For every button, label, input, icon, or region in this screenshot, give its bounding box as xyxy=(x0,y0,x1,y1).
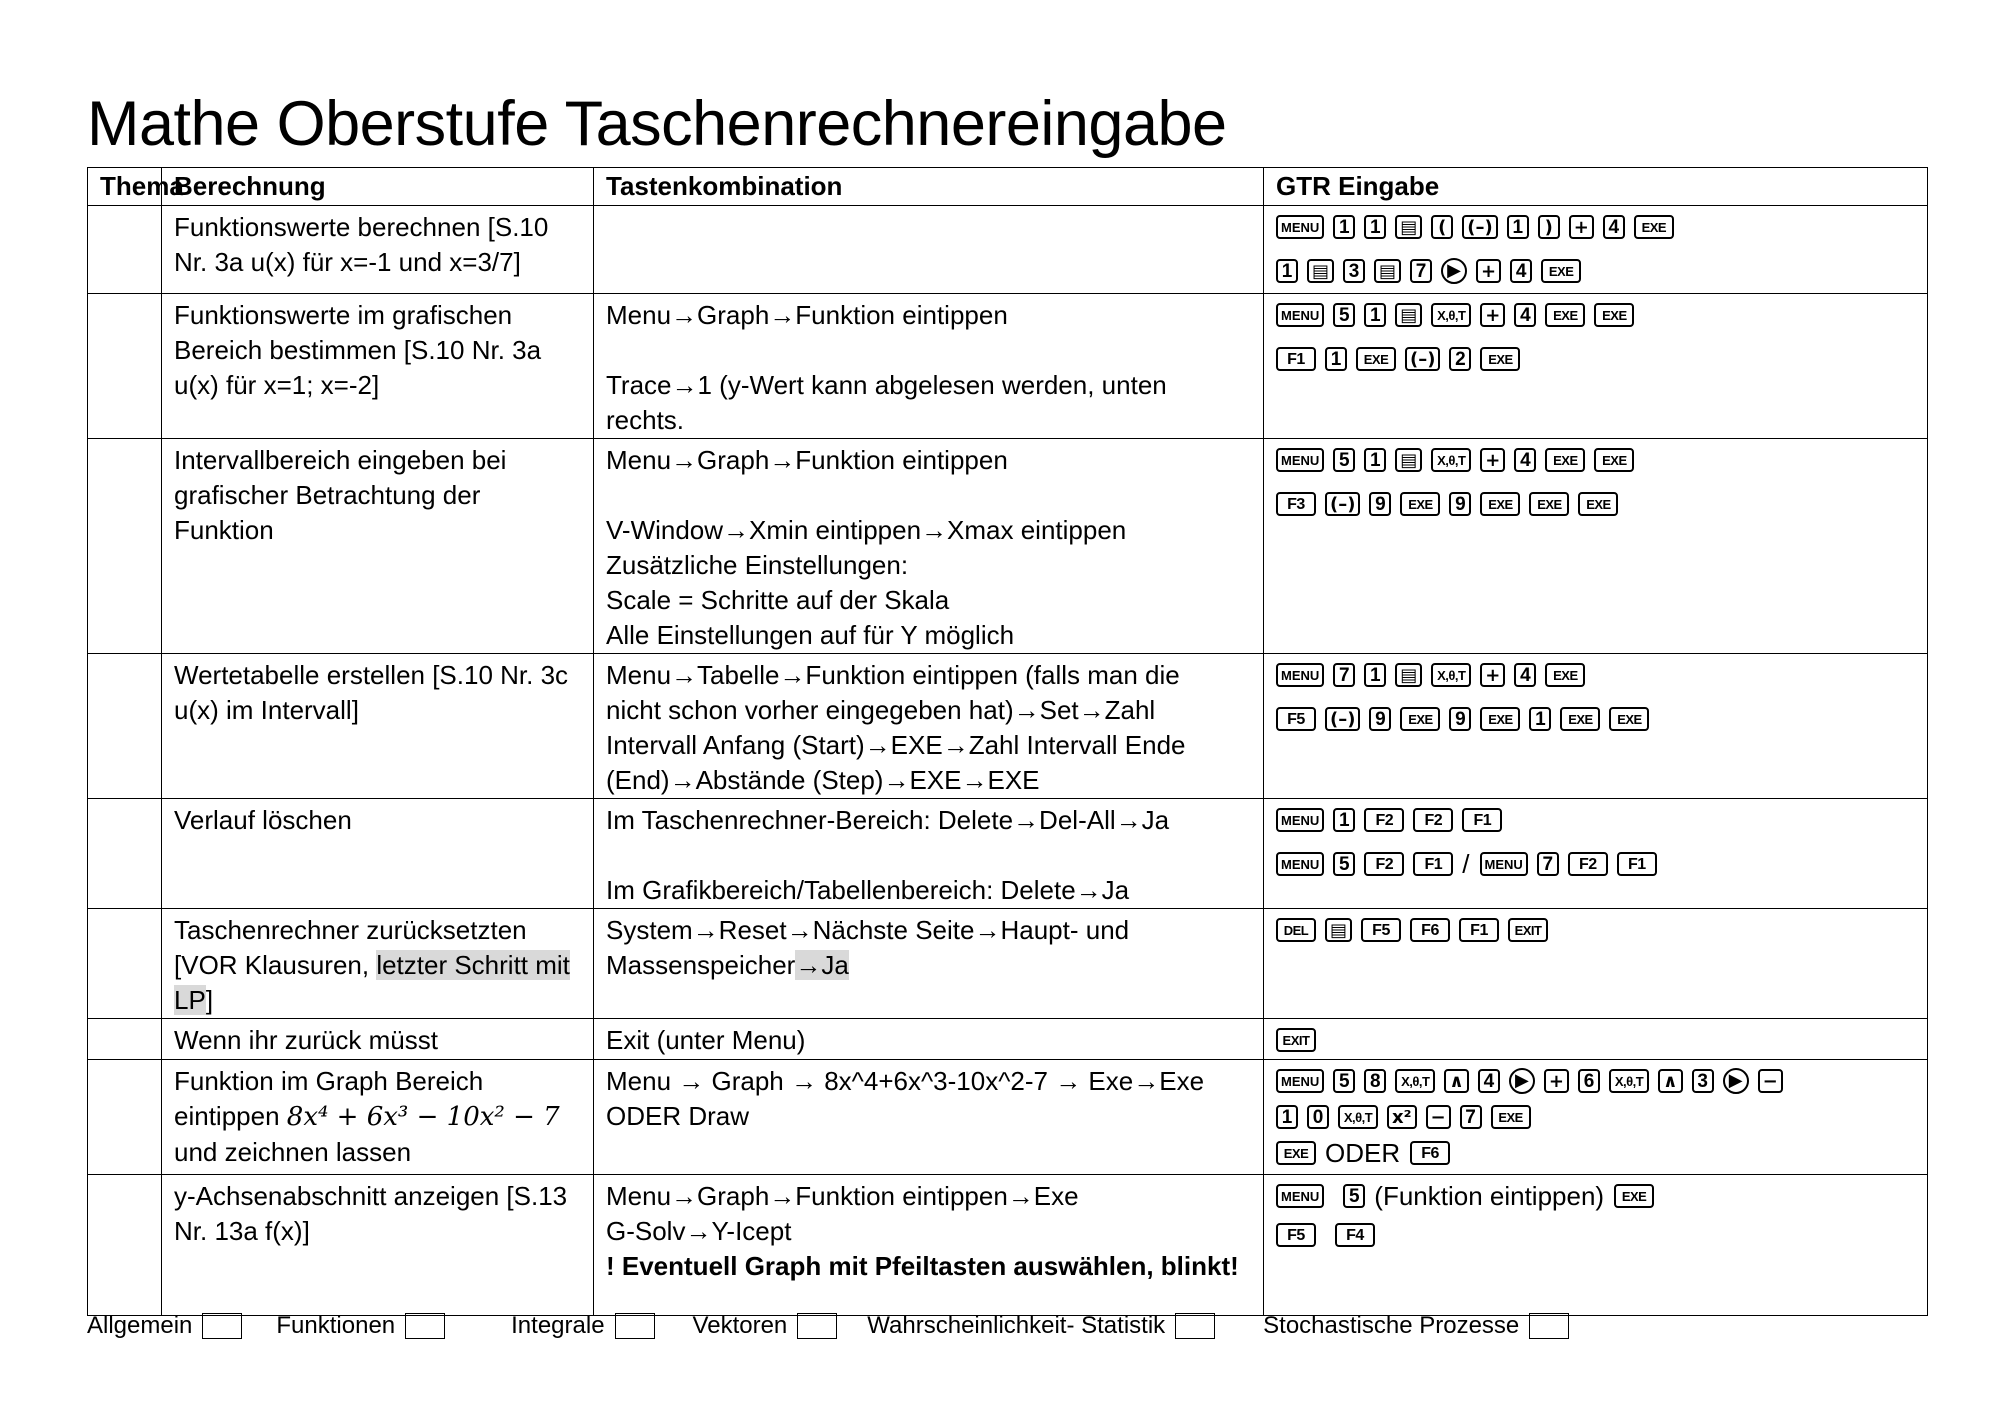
table-row xyxy=(88,294,1928,439)
berechnung-line: Funktion xyxy=(174,515,274,545)
digit-1-key: 1 xyxy=(1333,215,1355,239)
berechnung-line: y-Achsenabschnitt anzeigen [S.13 xyxy=(174,1181,568,1212)
key-sequence xyxy=(1276,847,1915,879)
tasten-line: Scale = Schritte auf der Skala xyxy=(606,585,950,615)
thema-cell xyxy=(88,654,162,799)
fraction-key: ▤ xyxy=(1374,259,1401,283)
table-row xyxy=(88,1019,1928,1060)
plus-key: + xyxy=(1480,303,1505,327)
negative-key: (–) xyxy=(1325,492,1360,516)
f1-key: F1 xyxy=(1617,852,1657,876)
f4-key: F4 xyxy=(1335,1223,1375,1247)
table-row xyxy=(88,1060,1928,1175)
table-row xyxy=(88,799,1928,909)
key-sequence xyxy=(1276,254,1915,284)
topic-integrale xyxy=(511,1312,654,1340)
tasten-line: Menu→Tabelle→Funktion eintippen (falls man die xyxy=(606,660,1180,690)
topic-checkbox[interactable] xyxy=(1175,1313,1215,1339)
berechnung-line: Funktionswerte berechnen [S.10 xyxy=(174,212,549,242)
key-sequence xyxy=(1276,298,1915,328)
thema-cell xyxy=(88,439,162,654)
key-sequence xyxy=(1276,1023,1915,1053)
berechnung-line xyxy=(174,1099,581,1135)
berechnung-line: Nr. 3a u(x) für x=-1 und x=3/7] xyxy=(174,247,521,277)
tasten-cell xyxy=(594,439,1264,654)
table-header-row xyxy=(88,168,1928,206)
oder-text: ODER xyxy=(1325,1138,1401,1169)
exe-key: EXE xyxy=(1541,259,1581,283)
digit-4-key: 4 xyxy=(1603,215,1625,239)
tasten-cell xyxy=(594,1060,1264,1175)
menu-key: MENU xyxy=(1276,303,1324,327)
topic-wahrscheinlichkeit xyxy=(867,1312,1215,1340)
berechnung-line: Wertetabelle erstellen [S.10 Nr. 3c xyxy=(174,660,569,690)
digit-9-key: 9 xyxy=(1369,492,1391,516)
tasten-cell xyxy=(594,294,1264,439)
spacer xyxy=(606,333,1251,368)
berechnung-cell xyxy=(162,206,594,294)
negative-key: (–) xyxy=(1325,707,1360,731)
key-sequence xyxy=(1276,210,1915,240)
f1-key: F1 xyxy=(1276,347,1316,371)
key-sequence xyxy=(1276,1179,1915,1211)
tasten-line: Menu→Graph→Funktion eintippen→Exe xyxy=(606,1181,1079,1212)
spacer xyxy=(606,478,1251,513)
f2-key: F2 xyxy=(1568,852,1608,876)
minus-key: − xyxy=(1758,1069,1783,1093)
berechnung-line: u(x) für x=1; x=-2] xyxy=(174,370,380,400)
variable-key: X,θ,T xyxy=(1338,1105,1378,1129)
f6-key: F6 xyxy=(1410,918,1450,942)
table-row xyxy=(88,1175,1928,1316)
digit-4-key: 4 xyxy=(1514,303,1536,327)
digit-6-key: 6 xyxy=(1578,1069,1600,1093)
tasten-cell xyxy=(594,799,1264,909)
close-paren-key: ) xyxy=(1538,215,1560,239)
digit-7-key: 7 xyxy=(1333,663,1355,687)
digit-4-key: 4 xyxy=(1514,448,1536,472)
fraction-key: ▤ xyxy=(1307,259,1334,283)
calculator-table xyxy=(87,167,1928,1316)
menu-key: MENU xyxy=(1480,852,1528,876)
digit-4-key: 4 xyxy=(1478,1069,1500,1093)
header-gtr-eingabe: GTR Eingabe xyxy=(1264,168,1928,206)
digit-1-key: 1 xyxy=(1364,448,1386,472)
gtr-cell xyxy=(1264,206,1928,294)
tasten-line: Im Taschenrechner-Bereich: Delete→Del-All→Ja xyxy=(606,805,1170,835)
gtr-cell xyxy=(1264,1175,1928,1316)
topic-label: Integrale xyxy=(511,1312,605,1339)
table-row xyxy=(88,654,1928,799)
menu-key: MENU xyxy=(1276,808,1324,832)
exit-key: EXIT xyxy=(1276,1028,1316,1052)
topic-checkbox[interactable] xyxy=(405,1313,445,1339)
menu-key: MENU xyxy=(1276,1184,1324,1208)
berechnung-cell xyxy=(162,1019,594,1060)
plus-key: + xyxy=(1569,215,1594,239)
berechnung-text: ] xyxy=(205,985,214,1015)
digit-9-key: 9 xyxy=(1369,707,1391,731)
digit-5-key: 5 xyxy=(1333,1069,1355,1093)
digit-4-key: 4 xyxy=(1514,663,1536,687)
berechnung-line: u(x) im Intervall] xyxy=(174,695,359,725)
digit-1-key: 1 xyxy=(1364,663,1386,687)
right-arrow-key: ▶ xyxy=(1723,1068,1749,1094)
gtr-cell xyxy=(1264,1060,1928,1175)
spacer xyxy=(606,838,1251,873)
digit-1-key: 1 xyxy=(1364,215,1386,239)
topic-checkbox[interactable] xyxy=(615,1313,655,1339)
table-row xyxy=(88,909,1928,1019)
f2-key: F2 xyxy=(1413,808,1453,832)
exe-key: EXE xyxy=(1480,492,1520,516)
exe-key: EXE xyxy=(1560,707,1600,731)
berechnung-line: Funktion im Graph Bereich xyxy=(174,1066,484,1096)
thema-cell xyxy=(88,799,162,909)
key-sequence xyxy=(1276,443,1915,473)
exe-key: EXE xyxy=(1545,448,1585,472)
tasten-line: Zusätzliche Einstellungen: xyxy=(606,550,909,580)
topic-checkbox[interactable] xyxy=(202,1313,242,1339)
tasten-cell xyxy=(594,206,1264,294)
menu-key: MENU xyxy=(1276,852,1324,876)
digit-7-key: 7 xyxy=(1537,852,1559,876)
f1-key: F1 xyxy=(1462,808,1502,832)
gtr-cell xyxy=(1264,799,1928,909)
digit-5-key: 5 xyxy=(1333,303,1355,327)
berechnung-line: Intervallbereich eingeben bei xyxy=(174,445,507,475)
f2-key: F2 xyxy=(1364,852,1404,876)
exe-key: EXE xyxy=(1529,492,1569,516)
exe-key: EXE xyxy=(1634,215,1674,239)
topic-label: Wahrscheinlichkeit- Statistik xyxy=(867,1312,1166,1339)
tasten-line: Menu→Graph→Funktion eintippen xyxy=(606,300,1008,330)
header-thema: Thema xyxy=(88,168,162,206)
thema-cell xyxy=(88,1175,162,1316)
exe-key: EXE xyxy=(1578,492,1618,516)
power-key: ∧ xyxy=(1444,1069,1469,1093)
topic-vektoren xyxy=(693,1312,838,1340)
key-sequence xyxy=(1276,913,1915,943)
berechnung-line: Funktionswerte im grafischen xyxy=(174,300,513,330)
digit-1-key: 1 xyxy=(1276,1105,1298,1129)
digit-1-key: 1 xyxy=(1507,215,1529,239)
exe-key: EXE xyxy=(1356,347,1396,371)
key-sequence xyxy=(1276,1217,1915,1247)
tasten-cell xyxy=(594,909,1264,1019)
minus-key: − xyxy=(1426,1105,1451,1129)
formula: 8x⁴ + 6x³ − 10x² − 7 xyxy=(286,1102,560,1132)
negative-key: (–) xyxy=(1462,215,1497,239)
digit-1-key: 1 xyxy=(1333,808,1355,832)
highlighted-text: →Ja xyxy=(795,950,849,980)
separator: / xyxy=(1462,849,1470,880)
variable-key: X,θ,T xyxy=(1431,303,1471,327)
table-row xyxy=(88,439,1928,654)
digit-3-key: 3 xyxy=(1343,259,1365,283)
berechnung-cell xyxy=(162,1060,594,1175)
thema-cell xyxy=(88,206,162,294)
berechnung-line: Verlauf löschen xyxy=(174,805,352,835)
instruction-text: (Funktion eintippen) xyxy=(1374,1181,1605,1212)
berechnung-line: und zeichnen lassen xyxy=(174,1137,412,1167)
exe-key: EXE xyxy=(1594,448,1634,472)
tasten-line: nicht schon vorher eingegeben hat)→Set→Zahl xyxy=(606,695,1156,725)
digit-5-key: 5 xyxy=(1333,852,1355,876)
highlighted-text: letzter Schritt mit xyxy=(376,950,570,980)
f5-key: F5 xyxy=(1361,918,1401,942)
del-key: DEL xyxy=(1276,918,1316,942)
digit-2-key: 2 xyxy=(1449,347,1471,371)
plus-key: + xyxy=(1480,448,1505,472)
fraction-key: ▤ xyxy=(1325,918,1352,942)
menu-key: MENU xyxy=(1276,663,1324,687)
variable-key: X,θ,T xyxy=(1395,1069,1435,1093)
exe-key: EXE xyxy=(1480,707,1520,731)
topic-label: Funktionen xyxy=(276,1312,396,1339)
tasten-line: Menu → Graph → 8x^4+6x^3-10x^2-7 → Exe→Exe xyxy=(606,1066,1205,1096)
digit-9-key: 9 xyxy=(1449,707,1471,731)
plus-key: + xyxy=(1480,663,1505,687)
topic-allgemein xyxy=(87,1312,242,1340)
topic-label: Stochastische Prozesse xyxy=(1263,1312,1520,1339)
tasten-line: Exit (unter Menu) xyxy=(606,1025,806,1055)
berechnung-line: grafischer Betrachtung der xyxy=(174,480,481,510)
berechnung-text: eintippen xyxy=(174,1101,280,1131)
digit-7-key: 7 xyxy=(1460,1105,1482,1129)
topic-stochastik xyxy=(1263,1312,1569,1340)
plus-key: + xyxy=(1476,259,1501,283)
digit-1-key: 1 xyxy=(1325,347,1347,371)
exe-key: EXE xyxy=(1400,707,1440,731)
exe-key: EXE xyxy=(1609,707,1649,731)
tasten-line: G-Solv→Y-Icept xyxy=(606,1216,792,1247)
digit-5-key: 5 xyxy=(1343,1184,1365,1208)
variable-key: X,θ,T xyxy=(1431,448,1471,472)
exe-key: EXE xyxy=(1545,663,1585,687)
fraction-key: ▤ xyxy=(1395,663,1422,687)
exe-key: EXE xyxy=(1545,303,1585,327)
tasten-warning: ! Eventuell Graph mit Pfeiltasten auswählen, blinkt! xyxy=(606,1251,1239,1282)
menu-key: MENU xyxy=(1276,1069,1324,1093)
gtr-cell xyxy=(1264,909,1928,1019)
f3-key: F3 xyxy=(1276,492,1316,516)
exe-key: EXE xyxy=(1594,303,1634,327)
f6-key: F6 xyxy=(1410,1141,1450,1165)
digit-3-key: 3 xyxy=(1692,1069,1714,1093)
berechnung-cell xyxy=(162,1175,594,1316)
square-key: x² xyxy=(1387,1105,1417,1129)
topic-checkbox[interactable] xyxy=(1529,1313,1569,1339)
key-sequence xyxy=(1276,1136,1915,1168)
tasten-line: (End)→Abstände (Step)→EXE→EXE xyxy=(606,765,1040,795)
digit-4-key: 4 xyxy=(1510,259,1532,283)
digit-1-key: 1 xyxy=(1276,259,1298,283)
key-sequence xyxy=(1276,1064,1915,1094)
berechnung-line: Nr. 13a f(x)] xyxy=(174,1216,310,1247)
digit-5-key: 5 xyxy=(1333,448,1355,472)
tasten-cell xyxy=(594,1175,1264,1316)
tasten-cell xyxy=(594,654,1264,799)
key-sequence xyxy=(1276,487,1915,517)
topic-checkbox[interactable] xyxy=(797,1313,837,1339)
tasten-text: Massenspeicher xyxy=(606,950,796,980)
berechnung-cell xyxy=(162,439,594,654)
topic-funktionen xyxy=(276,1312,445,1340)
berechnung-cell xyxy=(162,294,594,439)
page-title: Mathe Oberstufe Taschenrechnereingabe xyxy=(87,89,1227,159)
tasten-line: Im Grafikbereich/Tabellenbereich: Delete→Ja xyxy=(606,875,1130,905)
berechnung-cell xyxy=(162,909,594,1019)
tasten-line xyxy=(606,948,1251,983)
tasten-line: ODER Draw xyxy=(606,1101,750,1131)
exe-key: EXE xyxy=(1276,1141,1316,1165)
variable-key: X,θ,T xyxy=(1431,663,1471,687)
tasten-line: V-Window→Xmin eintippen→Xmax eintippen xyxy=(606,515,1127,545)
f1-key: F1 xyxy=(1459,918,1499,942)
plus-key: + xyxy=(1544,1069,1569,1093)
berechnung-cell xyxy=(162,654,594,799)
key-sequence xyxy=(1276,342,1915,372)
tasten-cell xyxy=(594,1019,1264,1060)
tasten-line: Intervall Anfang (Start)→EXE→Zahl Intervall Ende xyxy=(606,730,1186,760)
header-berechnung: Berechnung xyxy=(162,168,594,206)
berechnung-line: Wenn ihr zurück müsst xyxy=(174,1025,438,1055)
berechnung-line: Bereich bestimmen [S.10 Nr. 3a xyxy=(174,335,542,365)
berechnung-line: Taschenrechner zurücksetzten xyxy=(174,915,527,945)
digit-8-key: 8 xyxy=(1364,1069,1386,1093)
highlighted-text: LP xyxy=(174,985,206,1015)
digit-9-key: 9 xyxy=(1449,492,1471,516)
right-arrow-key: ▶ xyxy=(1509,1068,1535,1094)
negative-key: (–) xyxy=(1405,347,1440,371)
digit-1-key: 1 xyxy=(1529,707,1551,731)
thema-cell xyxy=(88,909,162,1019)
thema-cell xyxy=(88,294,162,439)
topic-checkboxes xyxy=(87,1312,1569,1340)
exe-key: EXE xyxy=(1491,1105,1531,1129)
digit-7-key: 7 xyxy=(1410,259,1432,283)
thema-cell xyxy=(88,1060,162,1175)
tasten-line: Trace→1 (y-Wert kann abgelesen werden, unten xyxy=(606,370,1167,400)
key-sequence xyxy=(1276,1100,1915,1130)
exit-key: EXIT xyxy=(1508,918,1548,942)
topic-label: Allgemein xyxy=(87,1312,193,1339)
table-row xyxy=(88,206,1928,294)
tasten-line: rechts. xyxy=(606,405,685,435)
tasten-line: Alle Einstellungen auf für Y möglich xyxy=(606,620,1015,650)
gtr-cell xyxy=(1264,1019,1928,1060)
exe-key: EXE xyxy=(1480,347,1520,371)
f2-key: F2 xyxy=(1364,808,1404,832)
f1-key: F1 xyxy=(1413,852,1453,876)
menu-key: MENU xyxy=(1276,448,1324,472)
gtr-cell xyxy=(1264,294,1928,439)
f5-key: F5 xyxy=(1276,1223,1316,1247)
berechnung-text: [VOR Klausuren, xyxy=(174,950,377,980)
berechnung-line xyxy=(174,983,581,1018)
berechnung-cell xyxy=(162,799,594,909)
berechnung-line xyxy=(174,948,581,983)
fraction-key: ▤ xyxy=(1395,215,1422,239)
menu-key: MENU xyxy=(1276,215,1324,239)
exe-key: EXE xyxy=(1614,1184,1654,1208)
digit-1-key: 1 xyxy=(1364,303,1386,327)
digit-0-key: 0 xyxy=(1307,1105,1329,1129)
header-tastenkombination: Tastenkombination xyxy=(594,168,1264,206)
thema-cell xyxy=(88,1019,162,1060)
fraction-key: ▤ xyxy=(1395,303,1422,327)
f5-key: F5 xyxy=(1276,707,1316,731)
open-paren-key: ( xyxy=(1431,215,1453,239)
tasten-line: System→Reset→Nächste Seite→Haupt- und xyxy=(606,915,1130,945)
gtr-cell xyxy=(1264,654,1928,799)
variable-key: X,θ,T xyxy=(1609,1069,1649,1093)
topic-label: Vektoren xyxy=(692,1312,788,1339)
exe-key: EXE xyxy=(1400,492,1440,516)
tasten-line: Menu→Graph→Funktion eintippen xyxy=(606,445,1008,475)
gtr-cell xyxy=(1264,439,1928,654)
key-sequence xyxy=(1276,702,1915,732)
fraction-key: ▤ xyxy=(1395,448,1422,472)
key-sequence xyxy=(1276,803,1915,833)
key-sequence xyxy=(1276,658,1915,688)
right-arrow-key: ▶ xyxy=(1441,258,1467,284)
table-body xyxy=(88,206,1928,1316)
power-key: ∧ xyxy=(1658,1069,1683,1093)
